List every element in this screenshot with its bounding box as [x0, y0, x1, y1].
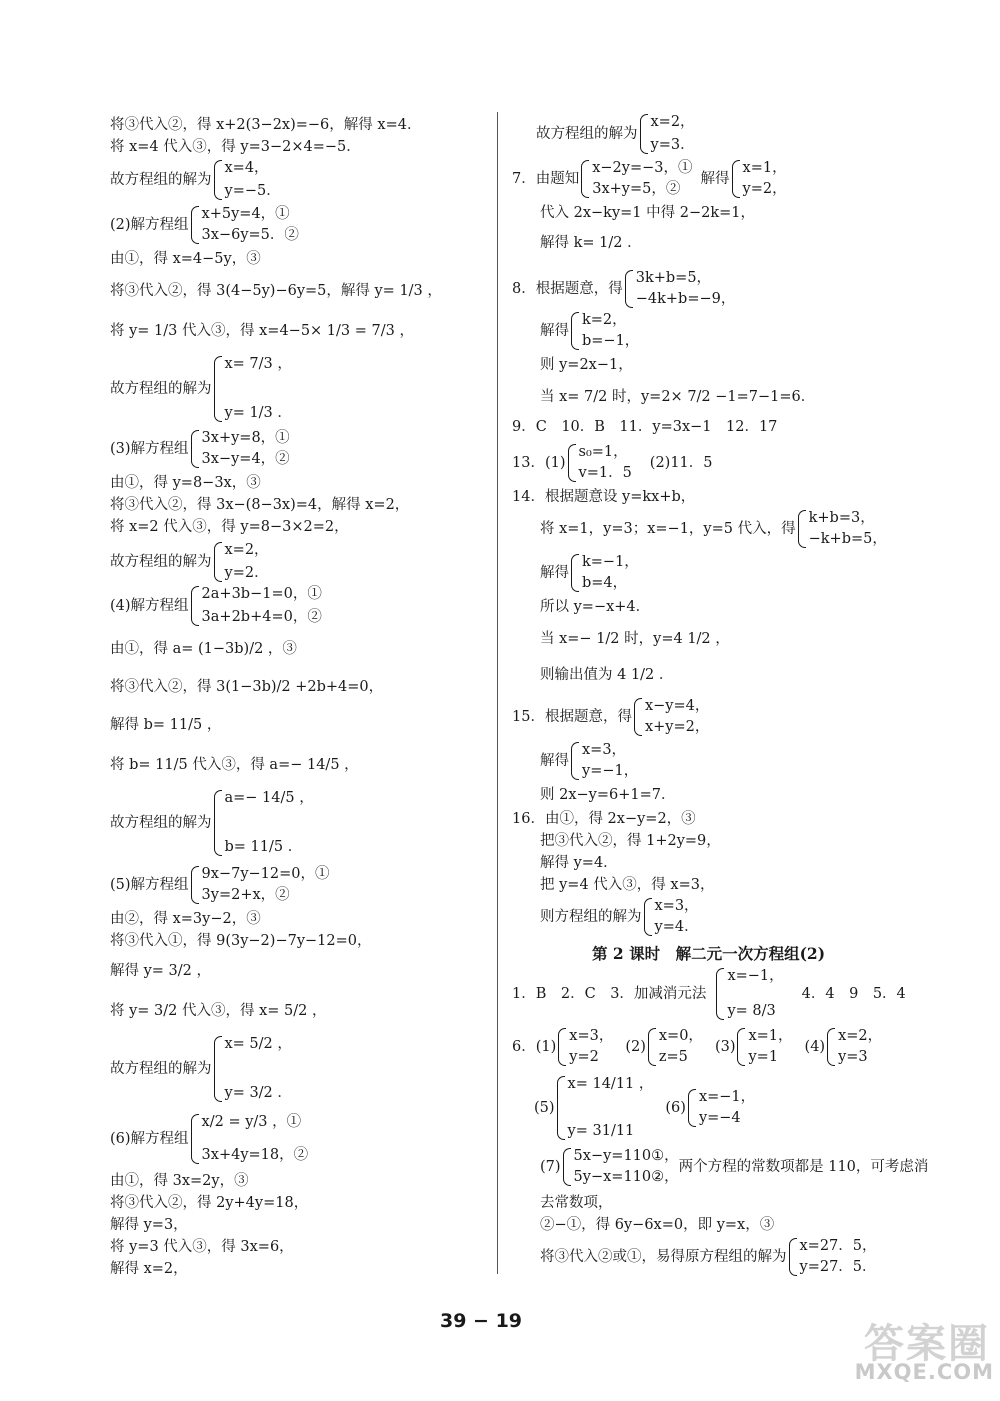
system-row: x=2，: [224, 542, 269, 558]
system-row: 2a+3b−1=0，①: [201, 586, 322, 602]
brace: [563, 1148, 571, 1186]
brace: [558, 1028, 566, 1066]
system-label: (3): [714, 1039, 736, 1055]
system-row: y=−1，: [582, 763, 639, 779]
system-label: 8．根据题意，得: [512, 281, 623, 297]
system-row: b=−1，: [582, 333, 640, 349]
system-row: y=2，: [742, 181, 787, 197]
system-label: 将 x=1，y=3；x=−1，y=5 代入，得: [540, 521, 796, 537]
system-row: y=4．: [654, 919, 699, 935]
system-label: (6)解方程组: [110, 1131, 189, 1147]
equation-system: [540, 510, 887, 548]
equation-system: [512, 968, 906, 1020]
system-label: 解得: [540, 565, 569, 581]
system-row: 3x+4y=18，②: [201, 1147, 309, 1163]
equation-system: [110, 1114, 308, 1164]
system-label: 将③代入②或①，易得原方程组的解为: [540, 1249, 787, 1265]
system-row: x=0，: [658, 1028, 703, 1044]
brace: [191, 1114, 199, 1164]
text-line: 将 y= 3/2 代入③，得 x= 5/2 ，: [110, 1003, 327, 1019]
text-line: 代入 2x−ky=1 中得 2−2k=1，: [540, 205, 755, 221]
brace: [557, 1076, 565, 1140]
brace: [214, 1036, 222, 1102]
brace: [827, 1028, 835, 1066]
text-line: 当 x= 7/2 时，y=2× 7/2 −1=7−1=6．: [540, 389, 816, 405]
text-line: 9．C 10．B 11．y=3x−1 12．17: [512, 419, 778, 435]
brace: [191, 866, 199, 904]
system-row: y=2: [569, 1049, 599, 1065]
system-label: (5)解方程组: [110, 877, 189, 893]
brace: [568, 444, 576, 482]
section-title: 第 2 课时 解二元一次方程组(2): [592, 944, 826, 963]
equation-system: [512, 270, 735, 308]
system-row: x=3，: [582, 742, 627, 758]
system-label: 15．根据题意，得: [512, 709, 632, 725]
system-label: (7): [540, 1159, 561, 1175]
equation-system: [512, 698, 709, 736]
equation-system: [540, 1148, 928, 1186]
text-line: 当 x=− 1/2 时，y=4 1/2 ，: [540, 631, 730, 647]
brace: [191, 430, 199, 468]
system-label: (2)解方程组: [110, 217, 189, 233]
system-label: 则方程组的解为: [540, 909, 642, 925]
text-line: 将③代入①，得 9(3y−2)−7y−12=0，: [110, 933, 372, 949]
system-row: −k+b=5，: [808, 531, 887, 547]
system-label: (4)解方程组: [110, 598, 189, 614]
system-row: x=1，: [742, 160, 787, 176]
text-line: 将③代入②，得 3x−(8−3x)=4，解得 x=2，: [110, 497, 410, 513]
system-row: x−2y=−3，①: [592, 160, 693, 176]
system-row: x=2，: [838, 1028, 883, 1044]
text-line: 由②，得 x=3y−2，③: [110, 911, 261, 927]
system-row: z=5: [658, 1049, 688, 1065]
text-line: 解得 b= 11/5 ，: [110, 717, 222, 733]
brace: [625, 270, 633, 308]
text-line: 将③代入②，得 3(1−3b)/2 +2b+4=0，: [110, 679, 384, 695]
watermark-logo: 答案圈: [864, 1321, 990, 1367]
system-row: −4k+b=−9，: [635, 291, 736, 307]
brace: [191, 206, 199, 244]
system-row: k+b=3，: [808, 510, 875, 526]
system-label: (5): [534, 1100, 555, 1116]
text-line: 解得 y=3，: [110, 1217, 188, 1233]
system-label: 解得: [700, 171, 730, 187]
system-label: 7．由题知: [512, 171, 580, 187]
system-row: a=− 14/5 ，: [224, 790, 314, 806]
brace: [571, 742, 579, 780]
system-row: x=27．5，: [799, 1238, 877, 1254]
system-row: x=1，: [748, 1028, 793, 1044]
system-label: (4): [804, 1039, 826, 1055]
system-row: 3x−6y=5．②: [201, 227, 299, 243]
system-row: y=3: [838, 1049, 868, 1065]
system-row: x= 5/2 ，: [224, 1036, 292, 1052]
brace: [191, 586, 199, 626]
brace: [648, 1028, 656, 1066]
text-line: 将③代入②，得 2y+4y=18，: [110, 1195, 309, 1211]
system-row: x/2 = y/3 ，①: [201, 1114, 302, 1130]
system-row: y=27．5．: [799, 1259, 877, 1275]
text-line: 将 x=2 代入③，得 y=8−3×2=2，: [110, 519, 349, 535]
text-line: 将 b= 11/5 代入③，得 a=− 14/5 ，: [110, 757, 359, 773]
equation-system: [540, 1238, 877, 1276]
system-label: 故方程组的解为: [110, 1061, 212, 1077]
brace: [688, 1089, 696, 1127]
brace: [732, 160, 740, 198]
text-line: 解得 y= 3/2 ，: [110, 963, 212, 979]
system-row: 9x−7y−12=0，①: [201, 866, 330, 882]
brace: [634, 698, 642, 736]
system-label: 6．(1): [512, 1039, 557, 1055]
system-label: 故方程组的解为: [536, 126, 638, 142]
text-line: 将 y= 1/3 代入③，得 x=4−5× 1/3 = 7/3 ，: [110, 323, 414, 339]
system-row: k=2，: [582, 312, 627, 328]
equation-system: [512, 1028, 882, 1066]
system-row: x= 14/11 ，: [567, 1076, 654, 1092]
equation-system: [540, 898, 699, 936]
system-row: x= 7/3 ，: [224, 356, 292, 372]
text-line: 解得 x=2，: [110, 1261, 188, 1277]
text-line: 将 x=4 代入③，得 y=3−2×4=−5．: [110, 139, 361, 155]
equation-system: [536, 114, 695, 154]
equation-system: [534, 1076, 755, 1140]
system-row: 3x+y=8，①: [201, 430, 290, 446]
brace: [581, 160, 589, 198]
text-line: 由①，得 a= (1−3b)/2 ，③: [110, 641, 297, 657]
text-line: 由①，得 x=4−5y，③: [110, 251, 261, 267]
system-row: 3x−y=4，②: [201, 451, 290, 467]
text-line: 由①，得 3x=2y，③: [110, 1173, 249, 1189]
brace: [640, 114, 648, 154]
equation-system: [110, 586, 322, 626]
system-row: y=−5．: [224, 183, 281, 199]
brace: [571, 312, 579, 350]
brace: [798, 510, 806, 548]
text-line: 将 y=3 代入③，得 3x=6，: [110, 1239, 294, 1255]
system-row: x−y=4，: [644, 698, 710, 714]
text-line: 则 y=2x−1，: [540, 357, 633, 373]
system-row: v=1．5: [578, 465, 632, 481]
text-line: 将③代入②，得 3(4−5y)−6y=5，解得 y= 1/3 ，: [110, 283, 442, 299]
text-line: 去常数项，: [540, 1195, 613, 1211]
system-label: 故方程组的解为: [110, 815, 212, 831]
system-row: x=3，: [654, 898, 699, 914]
text-line: 所以 y=−x+4．: [540, 599, 651, 615]
text-line: 14．根据题意设 y=kx+b，: [512, 489, 696, 505]
system-row: x=2，: [650, 114, 695, 130]
system-row: y= 31/11: [567, 1123, 635, 1139]
brace: [789, 1238, 797, 1276]
equation-system: [540, 554, 639, 592]
text-line: 把③代入②，得 1+2y=9，: [540, 833, 721, 849]
equation-system: [110, 790, 314, 856]
system-label: 故方程组的解为: [110, 172, 212, 188]
system-note: (2)11．5: [649, 455, 713, 471]
system-row: y= 8/3: [727, 1003, 776, 1019]
equation-system: [540, 742, 638, 780]
system-row: 5y−x=110②，: [573, 1169, 679, 1185]
system-row: 3a+2b+4=0，②: [201, 609, 322, 625]
system-row: 3y=2+x，②: [201, 887, 290, 903]
column-divider: [497, 112, 498, 1274]
brace: [716, 968, 724, 1020]
brace: [214, 542, 222, 582]
system-row: s₀=1，: [578, 444, 628, 460]
brace: [214, 790, 222, 856]
text-line: 则输出值为 4 1/2 ．: [540, 667, 674, 683]
equation-system: [512, 444, 713, 482]
brace: [571, 554, 579, 592]
brace: [644, 898, 652, 936]
equation-system: [110, 542, 269, 582]
system-row: 3x+y=5，②: [592, 181, 681, 197]
system-row: 3k+b=5，: [635, 270, 712, 286]
equation-system: [110, 430, 290, 468]
brace: [214, 160, 222, 200]
brace: [214, 356, 222, 422]
system-label: 解得: [540, 323, 569, 339]
system-row: x+y=2，: [644, 719, 710, 735]
system-row: 5x−y=110①，: [573, 1148, 679, 1164]
system-row: x=4，: [224, 160, 269, 176]
equation-system: [110, 160, 281, 200]
equation-system: [110, 866, 330, 904]
equation-system: [540, 312, 639, 350]
text-line: 把 y=4 代入③，得 x=3，: [540, 877, 715, 893]
system-note: 4．4 9 5．4: [801, 986, 906, 1002]
system-row: y= 3/2 ．: [224, 1085, 292, 1101]
system-row: x=−1，: [727, 968, 784, 984]
equation-system: [110, 206, 299, 244]
equation-system: [110, 1036, 292, 1102]
text-line: 将③代入②，得 x+2(3−2x)=−6，解得 x=4．: [110, 117, 422, 133]
system-row: x=3，: [569, 1028, 614, 1044]
page-number: 39 − 19: [440, 1310, 523, 1332]
text-line: 16．由①，得 2x−y=2，③: [512, 811, 696, 827]
system-label: 1．B 2．C 3．加减消元法: [512, 986, 707, 1002]
system-row: y=1: [748, 1049, 779, 1065]
text-line: 解得 y=4．: [540, 855, 618, 871]
system-row: x=−1，: [698, 1089, 756, 1105]
system-label: (2): [625, 1039, 646, 1055]
system-label: 解得: [540, 753, 569, 769]
equation-system: [110, 356, 292, 422]
equation-system: [512, 160, 787, 198]
system-note: 两个方程的常数项都是 110，可考虑消: [678, 1159, 929, 1175]
text-line: 由①，得 y=8−3x，③: [110, 475, 261, 491]
system-row: b=4，: [582, 575, 628, 591]
system-label: 故方程组的解为: [110, 381, 212, 397]
system-label: 故方程组的解为: [110, 554, 212, 570]
text-line: 解得 k= 1/2 ．: [540, 235, 642, 251]
brace: [737, 1028, 745, 1066]
system-label: 13．(1): [512, 455, 566, 471]
system-row: y=−4: [698, 1110, 741, 1126]
text-line: ②−①，得 6y−6x=0，即 y=x，③: [540, 1217, 775, 1233]
system-row: k=−1，: [582, 554, 639, 570]
system-label: (6): [665, 1100, 686, 1116]
watermark-url: MXQE.COM: [854, 1360, 994, 1384]
text-line: 则 2x−y=6+1=7．: [540, 787, 676, 803]
system-row: b= 11/5 ．: [224, 839, 303, 855]
system-label: (3)解方程组: [110, 441, 189, 457]
system-row: x+5y=4，①: [201, 206, 290, 222]
system-row: y=3．: [650, 137, 695, 153]
system-row: y= 1/3 ．: [224, 405, 292, 421]
system-row: y=2．: [224, 565, 269, 581]
